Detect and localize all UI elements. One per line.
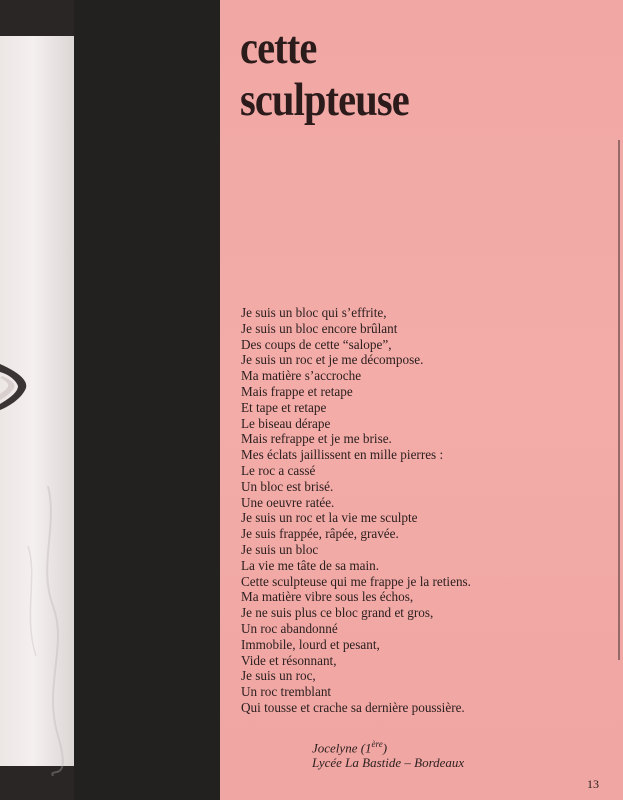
photo-swoosh-shape [0,354,30,414]
poem-line: Je suis un roc et la vie me sculpte [241,510,418,526]
poem-line: Le roc a cassé [241,462,316,478]
title-line-2: sculpteuse [240,74,409,126]
poem-line: Mes éclats jaillissent en mille pierres : [241,447,444,463]
grade-superscript: ère [371,739,383,749]
photo-fragment [0,36,74,766]
author-school: Lycée La Bastide – Bordeaux [312,755,465,771]
poem-line: Je suis frappée, râpée, gravée. [241,526,399,542]
poem-text [241,305,471,716]
poem-line: Je ne suis plus ce bloc grand et gros, [241,605,434,621]
page-number: 13 [587,777,599,791]
poem-line: Je suis un roc, [241,668,316,684]
poem-line: Le biseau dérape [241,415,331,431]
poem-line: Un bloc est brisé. [241,478,334,494]
poem-line: Cette sculpteuse qui me frappe je la retiens. [241,573,471,589]
photo-faint-texture [18,486,73,776]
title-line-1: cette [240,22,317,74]
poem-line: Je suis un bloc encore brûlant [241,320,398,336]
poem-page [220,0,623,800]
poem-line: Un roc abandonné [241,620,338,636]
poem-line: Et tape et retape [241,399,327,415]
poem-line: Ma matière s’accroche [241,368,362,384]
poem-line: Ma matière vibre sous les échos, [241,589,414,605]
poem-line: Je suis un bloc qui s’effrite, [241,305,387,320]
poem-line: Vide et résonnant, [241,652,337,668]
poem-line: Je suis un roc et je me décompose. [241,352,424,368]
poem-line: La vie me tâte de sa main. [241,557,380,573]
poem-line: Qui tousse et crache sa dernière poussière. [241,699,465,715]
poem-line: Immobile, lourd et pesant, [241,636,380,652]
poem-line: Des coups de cette “salope”, [241,336,392,352]
author-name: Jocelyne (1ère) [312,739,388,756]
poem-line: Mais frappe et retape [241,383,353,399]
poem-line: Un roc tremblant [241,684,332,700]
page-edge-shadow [618,140,620,660]
poem-line: Une oeuvre ratée. [241,494,335,510]
black-band [74,0,220,800]
poem-line: Mais refrappe et je me brise. [241,431,392,447]
author-signature [312,737,464,770]
page-title [240,22,409,126]
poem-line: Je suis un bloc [241,541,319,557]
